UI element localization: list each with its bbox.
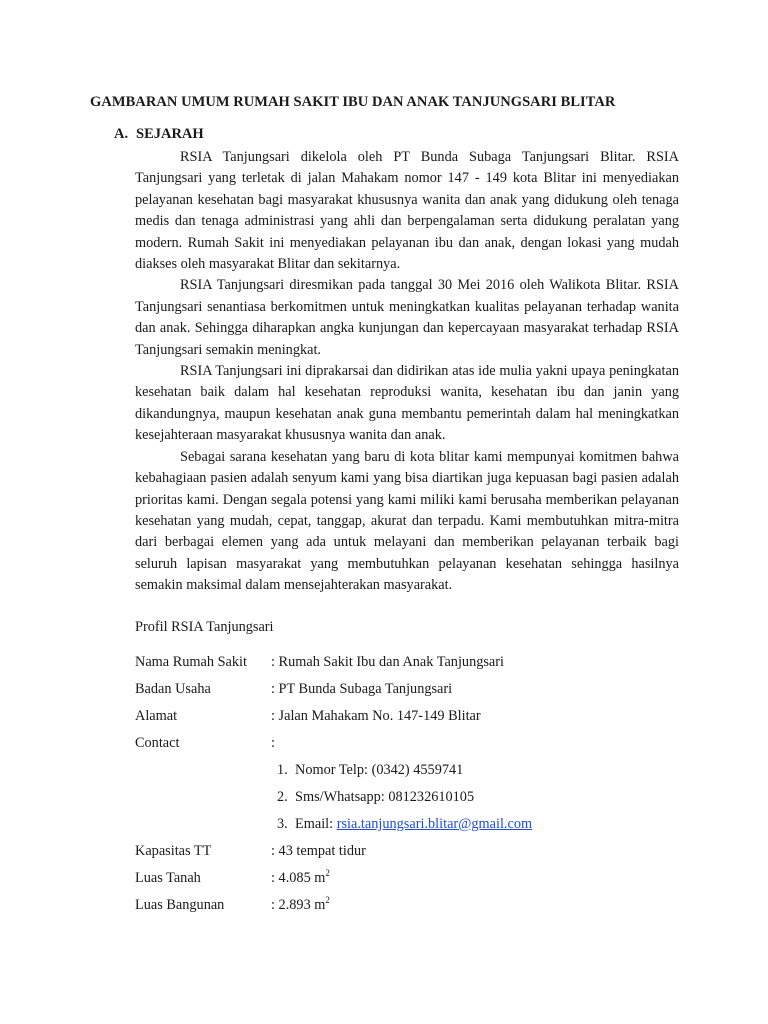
row-value: : Rumah Sakit Ibu dan Anak Tanjungsari (271, 654, 505, 670)
list-number: 1. (277, 762, 288, 778)
row-label: Nama Rumah Sakit (135, 654, 247, 670)
section-title: SEJARAH (136, 126, 204, 142)
row-label: Kapasitas TT (135, 843, 212, 859)
row-value: : (271, 735, 275, 751)
paragraph: RSIA Tanjungsari ini diprakarsai dan didirikan atas ide mulia yakni upaya peningkatan kesehatan baik dalam hal kesehatan reproduksi wanita, kesehatan ibu dan janin yang dikandungnya, maupun kesehatan anak guna membantu pemerintah dalam hal meningkatkan kesejahteraan masyarakat khususnya wanita dan anak. (135, 363, 679, 444)
area-value: : 4.085 m (271, 870, 326, 886)
contact-item-email (277, 814, 532, 834)
row-value: : PT Bunda Subaga Tanjungsari (271, 681, 453, 697)
list-number: 3. (277, 816, 288, 832)
email-link[interactable]: rsia.tanjungsari.blitar@gmail.com (336, 816, 533, 832)
superscript: 2 (325, 895, 330, 905)
contact-text: Nomor Telp: (0342) 4559741 (295, 762, 464, 778)
paragraph: Sebagai sarana kesehatan yang baru di kota blitar kami mempunyai komitmen bahwa kebahagiaan pasien adalah senyum kami yang bisa diartikan juga kepuasan bagi pasien adalah prioritas kami. Dengan segala potensi yang kami miliki kami berusaha memberikan pelayanan kesehatan yang mudah, cepat, tanggap, akurat dan terpadu. Kami membutuhkan mitra-mitra dari berbagai elemen yang ada untuk melayani dan memberikan pelayanan terbaik bagi seluruh lapisan masyarakat yang membutuhkan pelayanan kesehatan sehingga hasilnya semakin maksimal dalam mensejahterakan masyarakat. (135, 448, 679, 594)
history-body (135, 147, 679, 597)
row-label: Luas Tanah (135, 870, 201, 886)
list-number: 2. (277, 789, 288, 805)
document-title: GAMBARAN UMUM RUMAH SAKIT IBU DAN ANAK TANJUNGSARI BLITAR (90, 94, 616, 110)
superscript: 2 (325, 868, 330, 878)
row-label: Contact (135, 735, 180, 751)
contact-item-phone (277, 760, 463, 780)
row-label: Alamat (135, 708, 178, 724)
row-label: Luas Bangunan (135, 897, 225, 913)
row-label: Badan Usaha (135, 681, 211, 697)
section-heading (114, 126, 204, 143)
profile-title: Profil RSIA Tanjungsari (135, 619, 274, 635)
section-number: A. (114, 126, 129, 142)
paragraph: RSIA Tanjungsari diresmikan pada tanggal 30 Mei 2016 oleh Walikota Blitar. RSIA Tanjungsari senantiasa berkomitmen untuk meningkatkan kualitas pelayanan terhadap wanita dan anak. Sehingga diharapkan angka kunjungan dan kepercayaan masyarakat terhadap RSIA Tanjungsari semakin meningkat. (135, 277, 679, 358)
contact-item-sms (277, 787, 474, 807)
paragraph: RSIA Tanjungsari dikelola oleh PT Bunda Subaga Tanjungsari Blitar. RSIA Tanjungsari yang terletak di jalan Mahakam nomor 147 - 149 kota Blitar ini menyediakan pelayanan kesehatan bagi masyarakat khususnya wanita dan anak yang didukung oleh tenaga medis dan tenaga administrasi yang ahli dan berpengalaman serta didukung peralatan yang modern. Rumah Sakit ini menyediakan pelayanan ibu dan anak, dengan lokasi yang mudah diakses oleh masyarakat Blitar dan sekitarnya. (135, 149, 679, 273)
email-prefix: Email: (295, 816, 337, 832)
row-value (271, 868, 330, 888)
contact-text: Sms/Whatsapp: 081232610105 (295, 789, 475, 805)
row-value: : Jalan Mahakam No. 147-149 Blitar (271, 708, 481, 724)
row-value: : 43 tempat tidur (271, 843, 366, 859)
row-value (271, 895, 330, 915)
area-value: : 2.893 m (271, 897, 326, 913)
